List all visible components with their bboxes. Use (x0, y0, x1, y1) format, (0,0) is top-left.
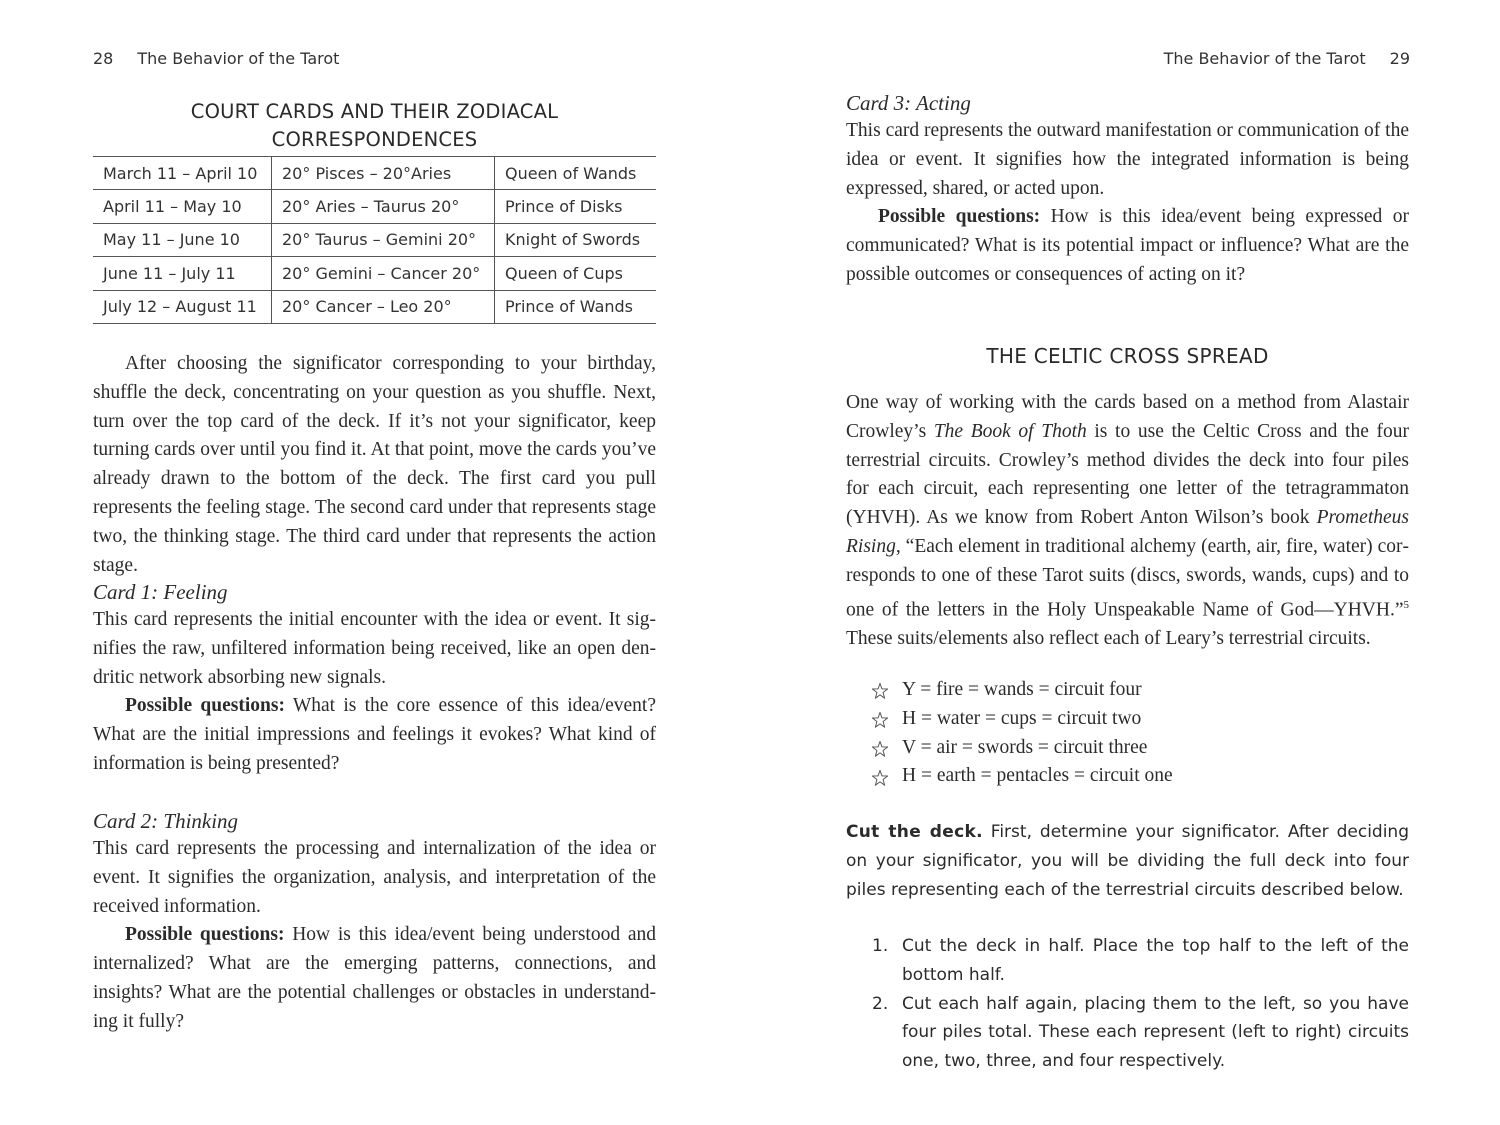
running-head-title-right: The Behavior of the Tarot (1163, 49, 1366, 68)
card2-text: This card represents the processing and internalization of the idea or event. It signifies the organization, analysis, and interpretation of the received information. (93, 838, 656, 917)
celtic-cross-paragraph (846, 389, 1409, 654)
book-title-prometheus: Prometheus Rising (846, 507, 1409, 557)
card2-section (93, 807, 656, 1037)
court-card-cell: Knight of Swords (495, 223, 657, 256)
page-number-left: 28 (93, 49, 114, 68)
footnote-marker: 5 (1403, 598, 1409, 611)
steps-list (872, 932, 1409, 1076)
star-icon (871, 681, 889, 699)
running-head-left (93, 49, 339, 68)
card1-text: This card represents the initial encounter with the idea or event. It signifies the raw, unfiltered information being received, like an open dendritic network absorbing new signals. (93, 609, 656, 688)
card3-questions-text: How is this idea/event being expressed or communicated? What is its potential impact or influence? What are the possible outcomes or consequences of acting on it? (846, 206, 1409, 285)
page-number-right: 29 (1389, 49, 1410, 68)
circuit-item (871, 734, 1173, 763)
step-number: 1. (872, 936, 889, 956)
date-range-cell: July 12 – August 11 (93, 290, 272, 323)
card3-heading: Card 3: Acting (846, 91, 971, 115)
star-icon (871, 710, 889, 728)
book-title-thoth: The Book of Thoth (933, 420, 1087, 442)
card3-questions (846, 203, 1409, 289)
step-number: 2. (872, 993, 889, 1014)
right-page (750, 0, 1500, 1125)
running-head-title-left: The Behavior of the Tarot (137, 49, 340, 68)
card2-questions-label: Possible questions: (125, 924, 285, 946)
card1-questions-label: Possible questions: (125, 695, 285, 717)
celtic-text-1: One way of working with the cards based on a method from Alastair Crowley’s (846, 392, 1409, 442)
zodiac-range-cell: 20° Gemini – Cancer 20° (272, 257, 495, 290)
card3-questions-label: Possible questions: (878, 206, 1041, 228)
step-text: Cut each half again, placing them to the left, so you have four piles total. These each represent (left to right) circuits one, two, three, and four respectively. (902, 993, 1409, 1072)
celtic-text-3: , “Each element in traditional alchemy (earth, air, fire, water) corresponds to one of these Tarot suits (discs, swords, wands, cups) and to one of the letters in the Holy Unspeakable Name of God—YHVH.” (846, 535, 1409, 621)
court-card-cell: Queen of Cups (495, 257, 657, 290)
card2-questions (93, 921, 656, 1036)
table-title-line2: CORRESPONDENCES (271, 128, 478, 151)
court-cards-table (93, 156, 656, 324)
step-item (872, 932, 1409, 990)
table-row (93, 290, 656, 323)
card3-text: This card represents the outward manifestation or communication of the idea or event. It signifies how the integrated information is being expressed, shared, or acted upon. (846, 120, 1409, 199)
card3-section (846, 89, 1409, 290)
cut-text: First, determine your significator. After deciding on your significator, you will be dividing the full deck into four piles representing each of the terrestrial circuits described below. (846, 822, 1409, 900)
court-card-cell: Prince of Disks (495, 190, 657, 223)
zodiac-range-cell: 20° Aries – Taurus 20° (272, 190, 495, 223)
card1-questions-text: What is the core essence of this idea/event? What are the initial impressions and feelings it evokes? What kind of information is being presented? (93, 695, 656, 774)
court-card-cell: Queen of Wands (495, 157, 657, 190)
cut-label: Cut the deck. (846, 822, 983, 842)
table-row (93, 157, 656, 190)
card1-questions (93, 692, 656, 778)
celtic-cross-paragraph-block (846, 389, 1409, 654)
zodiac-range-cell: 20° Cancer – Leo 20° (272, 290, 495, 323)
celtic-text-2: is to use the Celtic Cross and the four terrestrial circuits. Crowley’s method divides the deck into four piles for each circuit, each representing one letter of the tetragrammaton (YHVH). As we know from Robert Anton Wilson’s book (846, 420, 1410, 529)
circuit-text: V = air = swords = circuit three (902, 736, 1148, 758)
celtic-text-4: These suits/elements also reflect each of Leary’s terrestrial circuits. (846, 627, 1371, 649)
star-icon (871, 739, 889, 757)
card1-heading: Card 1: Feeling (93, 580, 228, 604)
date-range-cell: May 11 – June 10 (93, 223, 272, 256)
cut-the-deck-paragraph (846, 818, 1409, 904)
zodiac-range-cell: 20° Pisces – 20°Aries (272, 157, 495, 190)
intro-paragraph-block (93, 350, 656, 580)
zodiac-range-cell: 20° Taurus – Gemini 20° (272, 223, 495, 256)
card2-questions-text: How is this idea/event being understood and internalized? What are the emerging patterns, connections, and insights? What are the potential challenges or obstacles in understanding it fully? (93, 924, 656, 1032)
section-title: THE CELTIC CROSS SPREAD (986, 344, 1269, 368)
step-item (872, 990, 1409, 1076)
table-title-line1: COURT CARDS AND THEIR ZODIACAL (190, 100, 559, 123)
table-row (93, 223, 656, 256)
court-card-cell: Prince of Wands (495, 290, 657, 323)
circuit-item (871, 762, 1173, 791)
table-title (93, 98, 656, 154)
date-range-cell: April 11 – May 10 (93, 190, 272, 223)
card2-heading: Card 2: Thinking (93, 809, 239, 833)
circuit-list (871, 676, 1173, 791)
table-row (93, 257, 656, 290)
date-range-cell: March 11 – April 10 (93, 157, 272, 190)
circuit-text: H = water = cups = circuit two (902, 707, 1142, 729)
circuit-text: H = earth = pentacles = circuit one (902, 765, 1173, 787)
step-text: Cut the deck in half. Place the top half to the left of the bottom half. (902, 936, 1409, 985)
star-icon (871, 768, 889, 786)
circuit-text: Y = fire = wands = circuit four (902, 679, 1142, 700)
table-row (93, 190, 656, 223)
date-range-cell: June 11 – July 11 (93, 257, 272, 290)
running-head-right (1164, 49, 1410, 68)
intro-paragraph: After choosing the significator corresponding to your birthday, shuffle the deck, concentrating on your question as you shuffle. Next, turn over the top card of the deck. If it’s not your significator, keep turning cards over until you find it. At that point, move the cards you’ve already drawn to the bottom of the deck. The first card you pull represents the feeling stage. The second card under that represents stage two, the thinking stage. The third card under that represents the action stage. (93, 353, 656, 576)
card1-section (93, 578, 656, 779)
circuit-item (871, 676, 1173, 705)
circuit-item (871, 705, 1173, 734)
